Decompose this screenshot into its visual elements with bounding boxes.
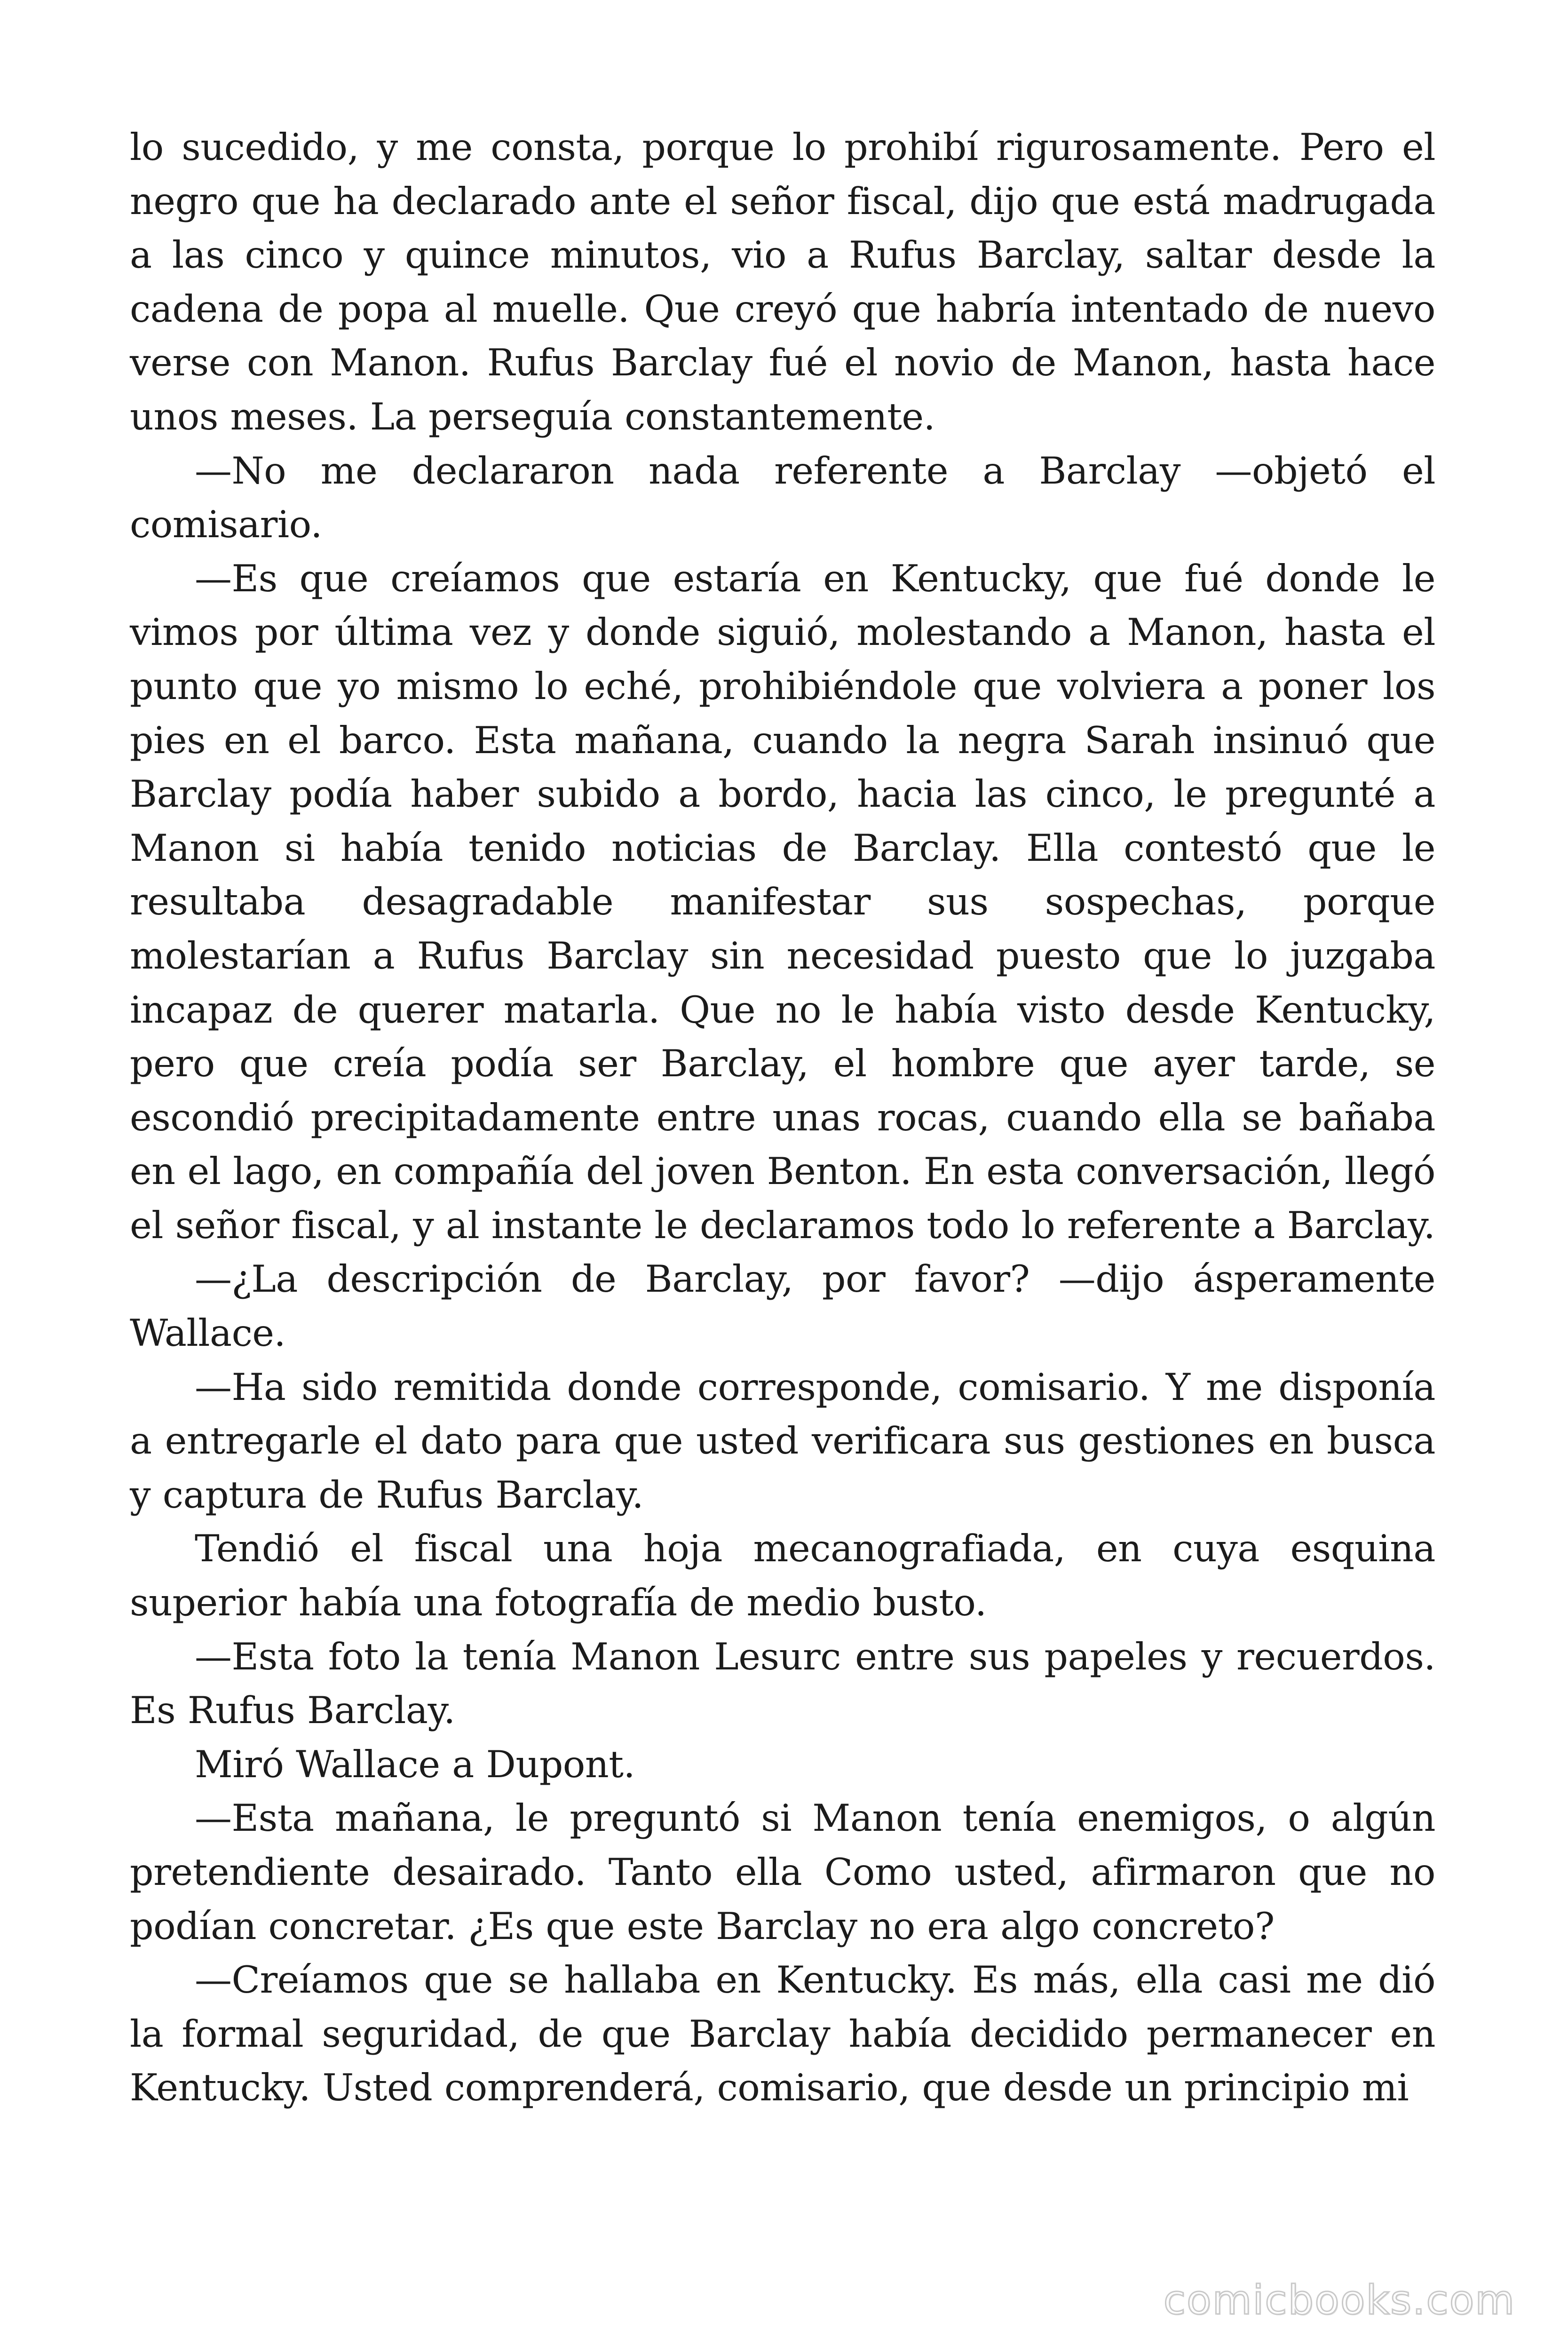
paragraph-3: —Es que creíamos que estaría en Kentucky, que fué donde le vimos por última vez y donde siguió, molestando a Manon, hasta el punto que yo mismo lo eché, prohibiéndole que volviera a poner los pies en el barco. Esta mañana, cuando la negra Sarah insinuó que Barclay podía haber subido a bordo, hacia las cinco, le pregunté a Manon si había tenido noticias de Barclay. Ella contestó que le resultaba desagradable manifestar sus sospechas, porque molestarían a Rufus Barclay sin necesidad puesto que lo juzgaba incapaz de querer matarla. Que no le había visto desde Kentucky, pero que creía podía ser Barclay, el hombre que ayer tarde, se escondió precipitadamente entre unas rocas, cuando ella se bañaba en el lago, en compañía del joven Benton. En esta conversación, llegó el señor fiscal, y al instante le declaramos todo lo referente a Barclay. <box>130 556 1435 1247</box>
book-page-text <box>130 120 1435 2115</box>
paragraph-1: lo sucedido, y me consta, porque lo prohibí rigurosamente. Pero el negro que ha declarado ante el señor fiscal, dijo que está madrugada a las cinco y quince minutos, vio a Rufus Barclay, saltar desde la cadena de popa al muelle. Que creyó que habría intentado de nuevo verse con Manon. Rufus Barclay fué el novio de Manon, hasta hace unos meses. La perseguía constantemente. <box>130 126 1435 438</box>
paragraph-9: —Esta mañana, le preguntó si Manon tenía enemigos, o algún pretendiente desairado. Tanto ella Como usted, afirmaron que no podían concretar. ¿Es que este Barclay no era algo concreto? <box>130 1796 1435 1948</box>
paragraph-8: Miró Wallace a Dupont. <box>195 1742 635 1786</box>
paragraph-10: —Creíamos que se hallaba en Kentucky. Es más, ella casi me dió la formal seguridad, de que Barclay había decidido permanecer en Kentucky. Usted comprenderá, comisario, que desde un principio mi <box>130 1958 1435 2110</box>
watermark: comicbooks.com <box>1163 2277 1515 2324</box>
paragraph-7: —Esta foto la tenía Manon Lesurc entre sus papeles y recuerdos. Es Rufus Barclay. <box>130 1635 1435 1732</box>
paragraph-2: —No me declararon nada referente a Barclay —objetó el comisario. <box>130 449 1435 547</box>
paragraph-4: —¿La descripción de Barclay, por favor? —dijo ásperamente Wallace. <box>130 1257 1435 1355</box>
paragraph-5: —Ha sido remitida donde corresponde, comisario. Y me disponía a entregarle el dato para que usted verificara sus gestiones en busca y captura de Rufus Barclay. <box>130 1365 1435 1517</box>
paragraph-6: Tendió el fiscal una hoja mecanografiada, en cuya esquina superior había una fotografía de medio busto. <box>130 1527 1435 1625</box>
